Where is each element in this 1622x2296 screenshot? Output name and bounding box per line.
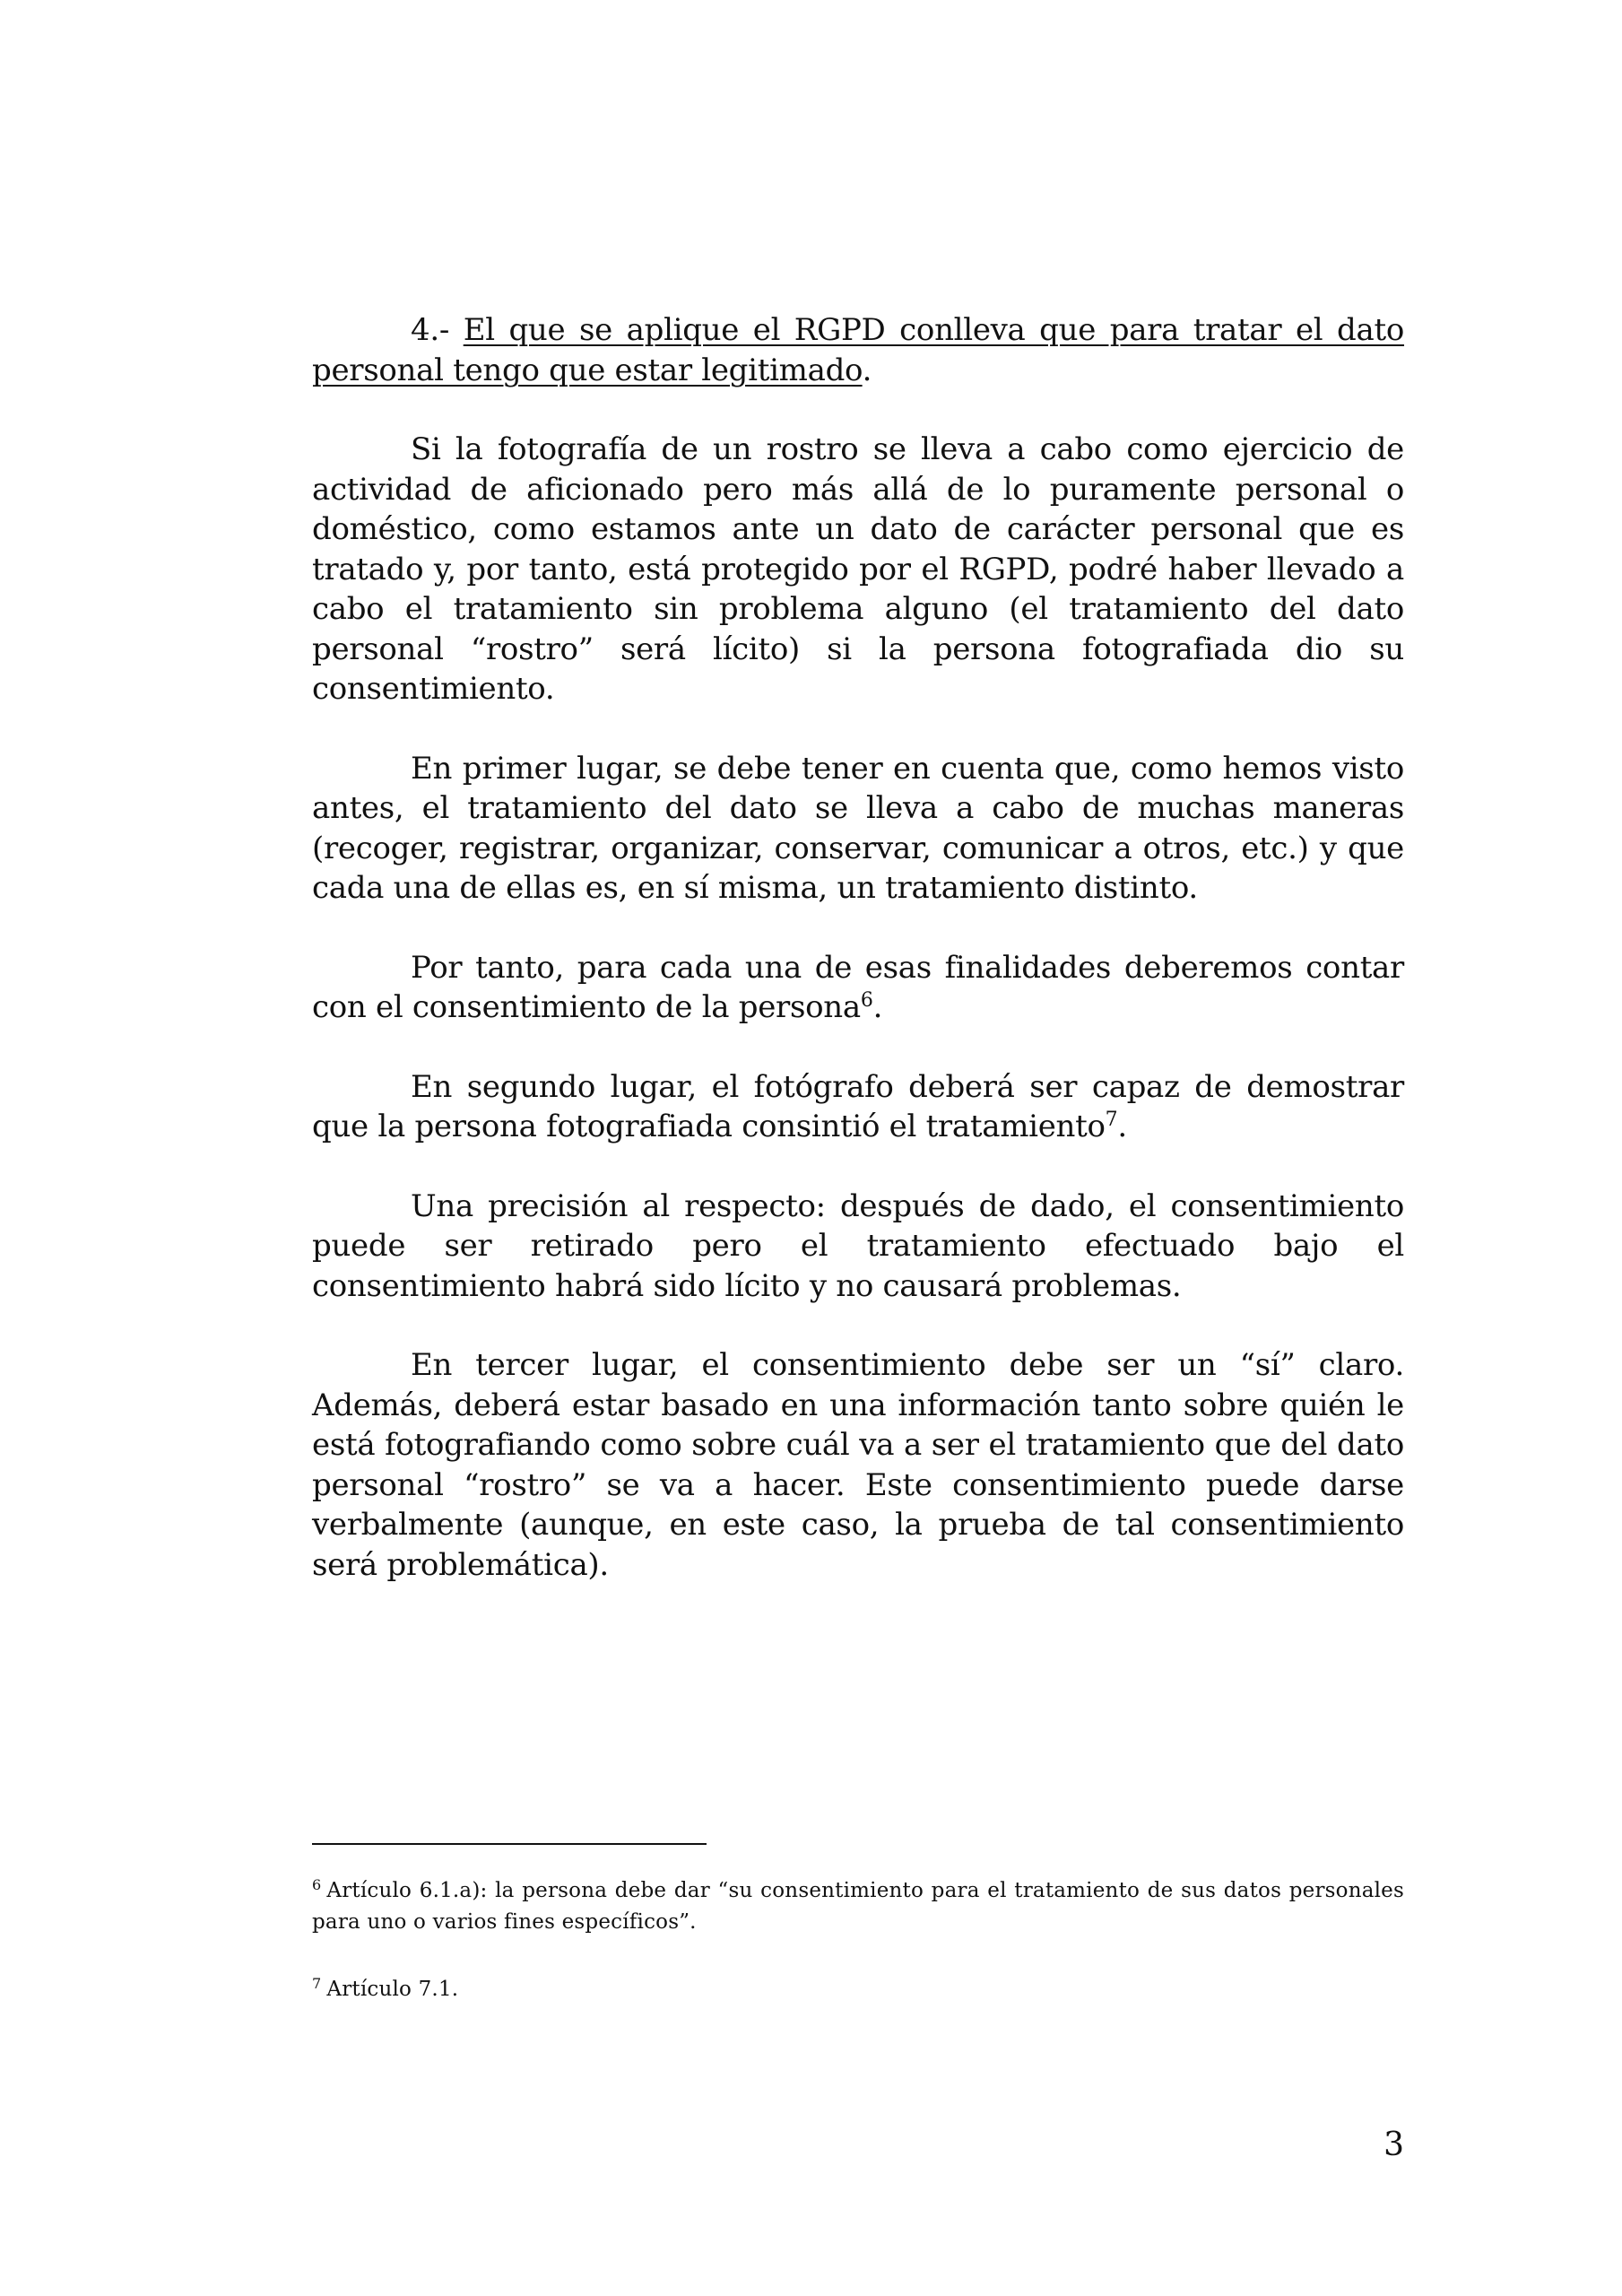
- footnotes: [312, 1843, 1404, 2041]
- paragraph-text: En segundo lugar, el fotógrafo deberá ser capaz de demostrar que la persona fotografiada consintió el tratamiento: [312, 1068, 1404, 1144]
- footnote-number: 6: [312, 1876, 322, 1893]
- page-number: 3: [1383, 2126, 1404, 2163]
- section-heading-paragraph: [312, 310, 1404, 390]
- paragraph: [312, 1067, 1404, 1147]
- paragraph: [312, 948, 1404, 1028]
- paragraph-text-end: .: [872, 989, 883, 1025]
- section-heading: El que se aplique el RGPD conlleva que para tratar el dato personal tengo que estar legitimado: [312, 312, 1405, 388]
- footnote-divider: [312, 1843, 707, 1845]
- footnote: [312, 1974, 1404, 2005]
- footnote: [312, 1875, 1404, 1938]
- footnote-text: Artículo 6.1.a): la persona debe dar “su consentimiento para el tratamiento de sus datos personales para uno o varios fines específicos”.: [312, 1879, 1404, 1934]
- paragraph: En primer lugar, se debe tener en cuenta que, como hemos visto antes, el tratamiento del dato se lleva a cabo de muchas maneras (recoger, registrar, organizar, conservar, comunicar a otros, etc.) y que cada una de ellas es, en sí misma, un tratamiento distinto.: [312, 750, 1404, 906]
- footnote-reference[interactable]: 7: [1105, 1109, 1118, 1131]
- body-text: [312, 310, 1404, 1624]
- paragraph: Si la fotografía de un rostro se lleva a cabo como ejercicio de actividad de aficionado pero más allá de lo puramente personal o doméstico, como estamos ante un dato de carácter personal que es tratado y, por tanto, está protegido por el RGPD, podré haber llevado a cabo el tratamiento sin problema alguno (el tratamiento del dato personal “rostro” será lícito) si la persona fotografiada dio su consentimiento.: [312, 431, 1404, 707]
- footnote-number: 7: [312, 1975, 322, 1992]
- paragraph: En tercer lugar, el consentimiento debe ser un “sí” claro. Además, deberá estar basado en una información tanto sobre quién le está fotografiando como sobre cuál va a ser el tratamiento que del dato personal “rostro” se va a hacer. Este consentimiento puede darse verbalmente (aunque, en este caso, la prueba de tal consentimiento será problemática).: [312, 1347, 1404, 1583]
- paragraph-text-end: .: [1117, 1109, 1127, 1144]
- section-heading-end: .: [862, 352, 872, 388]
- paragraph: Una precisión al respecto: después de dado, el consentimiento puede ser retirado pero el tratamiento efectuado bajo el consentimiento habrá sido lícito y no causará problemas.: [312, 1187, 1404, 1304]
- footnote-reference[interactable]: 6: [860, 989, 873, 1012]
- section-number: 4.-: [411, 312, 450, 348]
- paragraph-text: Por tanto, para cada una de esas finalidades deberemos contar con el consentimiento de la persona: [312, 949, 1404, 1025]
- footnote-text: Artículo 7.1.: [326, 1978, 459, 2001]
